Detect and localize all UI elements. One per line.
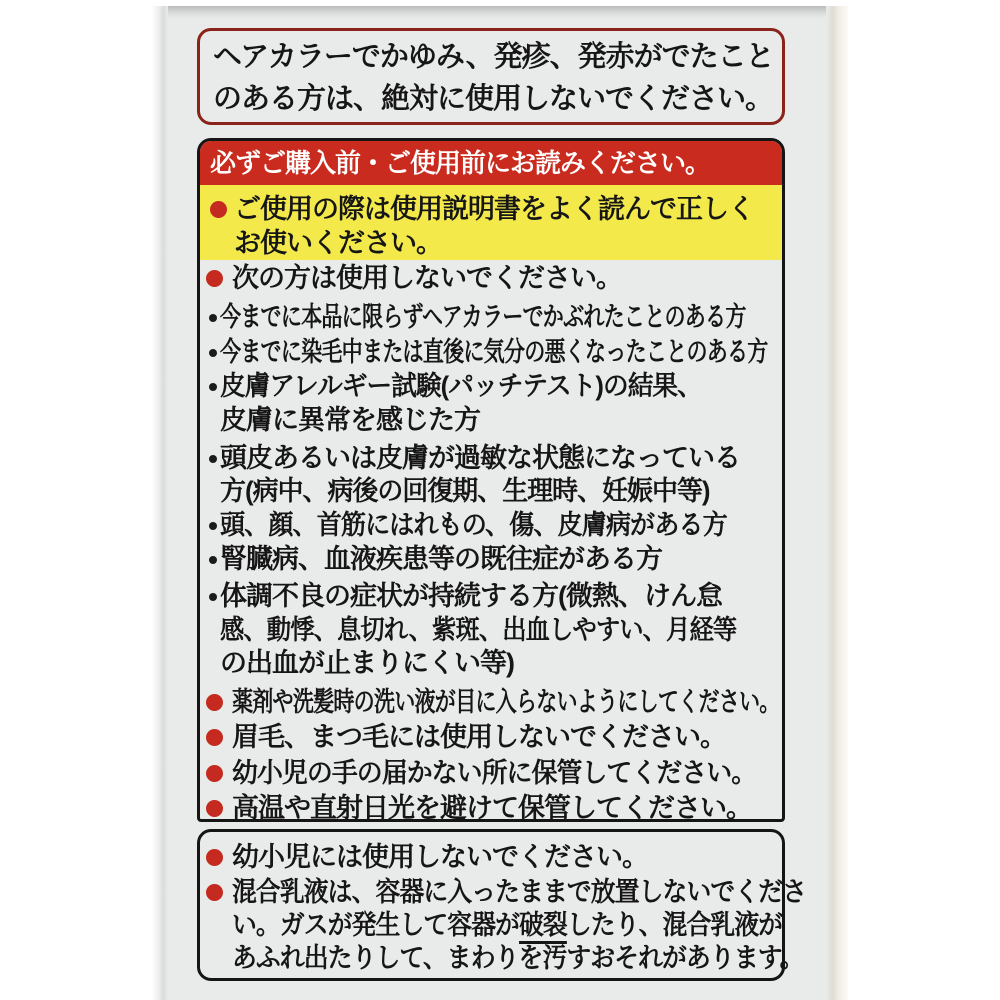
precaution-row: 体調不良の症状が持続する方(微熱、けん怠 (200, 581, 782, 611)
precaution-row: 皮膚アレルギー試験(パッチテスト)の結果、 (200, 371, 782, 401)
red-bullet-icon (206, 884, 223, 901)
allergy-warning-line-1: ヘアカラーでかゆみ、発疹、発赤がでたこと (213, 41, 774, 73)
precaution-row: 高温や直射日光を避けて保管してください。 (200, 793, 782, 822)
dot-bullet-icon (209, 349, 217, 357)
red-bullet-icon (206, 694, 223, 711)
read-before-use-header (200, 141, 782, 185)
storage-row: 幼小児には使用しないでください。 (200, 842, 782, 872)
red-bullet-icon (206, 729, 223, 746)
allergy-warning-box (197, 28, 785, 125)
dot-bullet-icon (209, 556, 217, 564)
box-right-edge (826, 6, 848, 1000)
box-top-edge (152, 6, 848, 18)
precaution-row: 眉毛、まつ毛には使用しないでください。 (200, 722, 782, 752)
storage-warning-box (197, 829, 807, 981)
precaution-row-continuation: の出血が止まりにくい等) (220, 648, 514, 678)
dot-bullet-icon (209, 593, 217, 601)
red-bullet-icon (206, 765, 223, 782)
precaution-row-continuation: 感、動悸、息切れ、紫斑、出血しやすい、月経等 (220, 615, 737, 645)
dot-bullet-icon (209, 522, 217, 530)
highlight-line-1: ご使用の際は使用説明書をよく読んで正しく (200, 194, 782, 224)
dot-bullet-icon (209, 314, 217, 322)
precaution-row-continuation: 皮膚に異常を感じた方 (220, 405, 480, 435)
dot-bullet-icon (209, 383, 217, 391)
precaution-row: 今までに本品に限らずヘアカラーでかぶれたことのある方 (200, 302, 782, 332)
red-bullet-icon (206, 800, 223, 817)
precaution-row: 次の方は使用しないでください。 (200, 263, 782, 293)
storage-row-continuation: あふれ出たりして、まわりを汚すおそれがあります。 (232, 943, 804, 973)
precaution-row: 薬剤や洗髪時の洗い液が目に入らないようにしてください。 (200, 687, 782, 717)
red-bullet-icon (206, 849, 223, 866)
precautions-box (197, 138, 785, 822)
red-bullet-icon (210, 201, 227, 218)
precaution-row: 腎臓病、血液疾患等の既往症がある方 (200, 544, 782, 574)
read-before-use-label: 必ずご購入前・ご使用前にお読みください。 (210, 148, 711, 178)
allergy-warning-line-2: のある方は、絶対に使用しないでください。 (213, 83, 774, 115)
precaution-row: 頭皮あるいは皮膚が過敏な状態になっている (200, 443, 782, 473)
red-bullet-icon (206, 270, 223, 287)
storage-row: 混合乳液は、容器に入ったままで放置しないでくださ (200, 877, 782, 907)
box-left-edge (152, 6, 168, 1000)
storage-row-continuation: い。ガスが発生して容器が破裂したり、混合乳液が (200, 910, 782, 940)
precaution-row: 頭、顔、首筋にはれもの、傷、皮膚病がある方 (200, 510, 782, 540)
precaution-row: 幼小児の手の届かない所に保管してください。 (200, 758, 782, 788)
precaution-row-continuation: 方(病中、病後の回復期、生理時、妊娠中等) (220, 476, 710, 506)
dot-bullet-icon (209, 455, 217, 463)
highlight-line-2: お使いください。 (234, 228, 442, 258)
precaution-row: 今までに染毛中または直後に気分の悪くなったことのある方 (200, 337, 782, 367)
underlined-word: 破裂 (519, 910, 567, 944)
